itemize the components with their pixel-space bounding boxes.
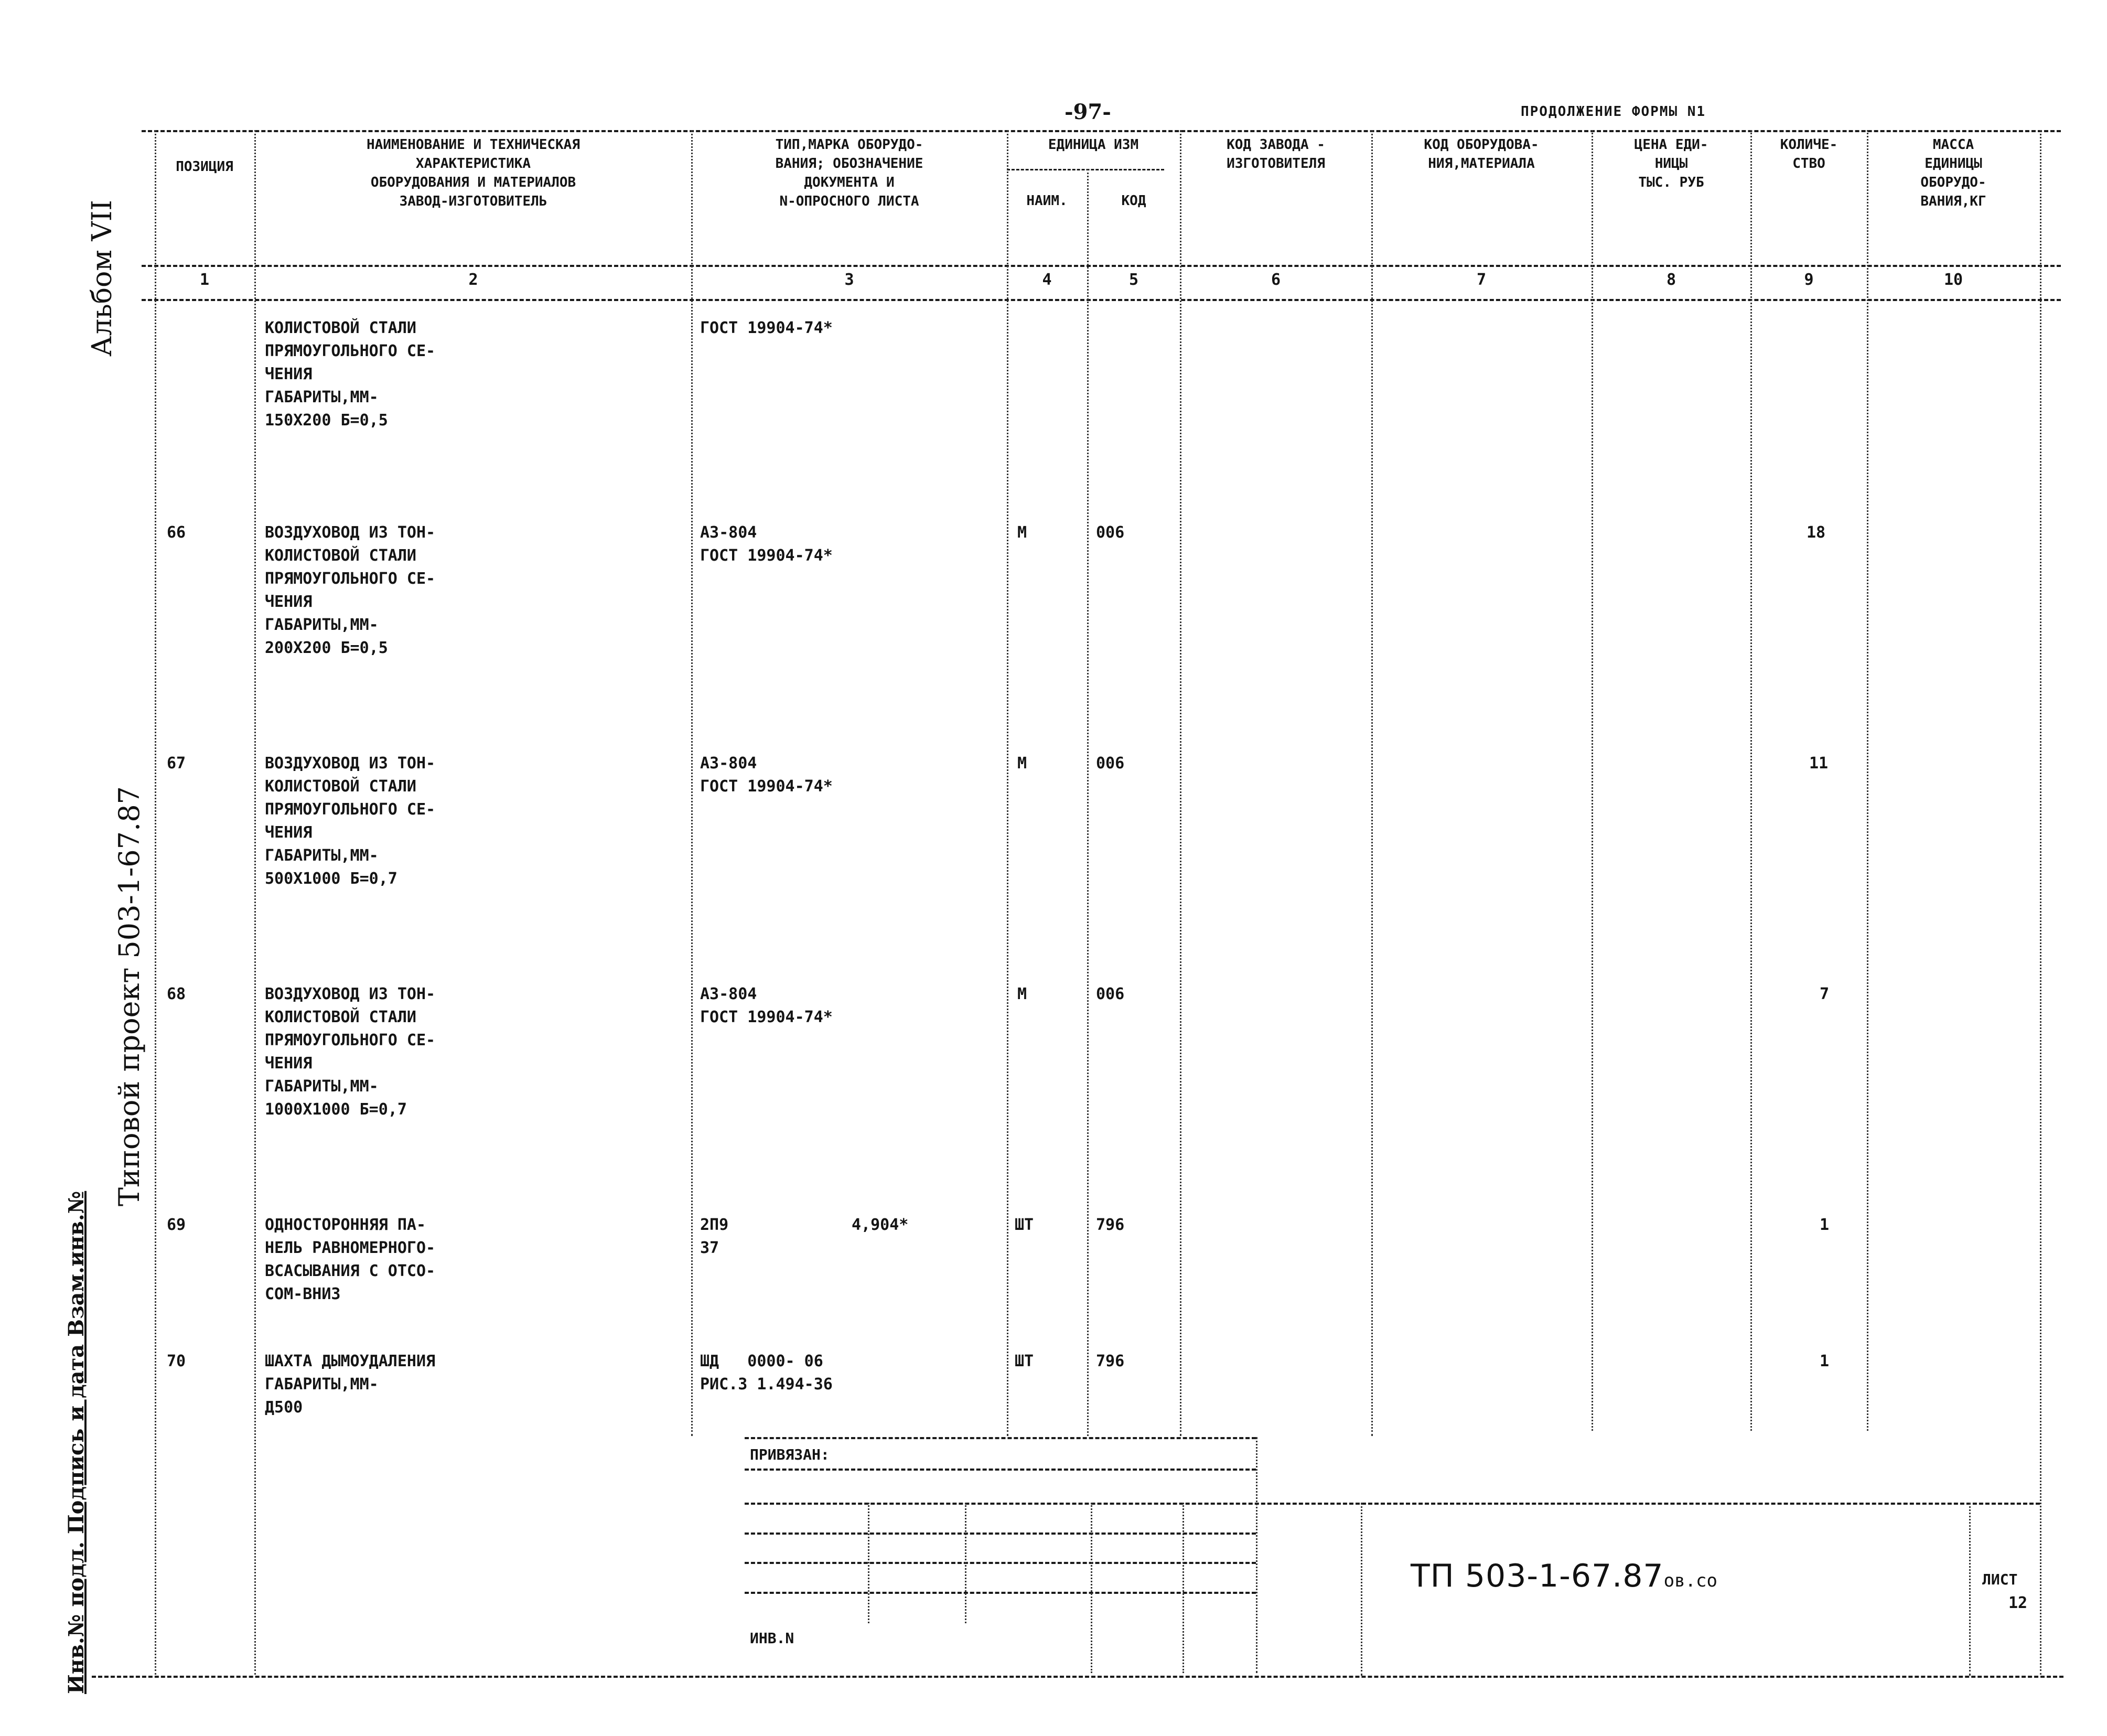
row-70-qty: 1 bbox=[1820, 1352, 1830, 1370]
row-69-unit: ШТ bbox=[1015, 1216, 1034, 1234]
col-sep-5 bbox=[1180, 130, 1181, 1436]
table-bottom-border bbox=[92, 1676, 2063, 1678]
header-col-8: ЦЕНА ЕДИ- НИЦЫ ТЫС. РУБ bbox=[1634, 137, 1708, 190]
col-sep-8 bbox=[1750, 130, 1752, 1431]
stamp-side-label: Инв.№ подл. Подпись и дата Взам.инв.№ bbox=[64, 1191, 89, 1694]
row-66-position: 66 bbox=[167, 523, 186, 542]
project-label: Типовой проект 503-1-67.87 bbox=[113, 786, 146, 1206]
col-sep-0 bbox=[155, 130, 156, 1675]
col-number-8: 8 bbox=[1666, 271, 1676, 289]
header-divider bbox=[142, 265, 2061, 267]
col-sep-10 bbox=[2040, 130, 2041, 1675]
row-0-type: ГОСТ 19904-74* bbox=[700, 319, 833, 337]
sheet-number: 12 bbox=[2008, 1594, 2028, 1612]
col-number-6: 6 bbox=[1271, 271, 1281, 289]
row-70-unit: ШТ bbox=[1015, 1352, 1034, 1370]
col-number-10: 10 bbox=[1943, 271, 1963, 289]
unit-subheader-divider bbox=[1007, 169, 1164, 170]
header-col-5: КОД bbox=[1121, 193, 1146, 209]
row-69-code: 796 bbox=[1096, 1216, 1125, 1234]
row-68-position: 68 bbox=[167, 985, 186, 1003]
row-67-type: АЗ-804 ГОСТ 19904-74* bbox=[700, 754, 833, 796]
header-col-9: КОЛИЧЕ- СТВО bbox=[1780, 137, 1838, 172]
col-number-3: 3 bbox=[844, 271, 854, 289]
col-sep-6 bbox=[1371, 130, 1373, 1436]
row-70-type: ШД 0000- 06 РИС.3 1.494-36 bbox=[700, 1352, 833, 1394]
continuation-note: ПРОДОЛЖЕНИЕ ФОРМЫ N1 bbox=[1521, 104, 1706, 120]
col-number-4: 4 bbox=[1042, 271, 1052, 289]
row-67-code: 006 bbox=[1096, 754, 1125, 773]
sheet-label: ЛИСТ bbox=[1982, 1571, 2018, 1588]
row-66-code: 006 bbox=[1096, 523, 1125, 542]
col-sep-3 bbox=[1007, 130, 1008, 1436]
row-70-position: 70 bbox=[167, 1352, 186, 1370]
col-number-9: 9 bbox=[1804, 271, 1814, 289]
row-66-unit: М bbox=[1017, 523, 1027, 542]
row-69-type: 2П9 4,904* 37 bbox=[700, 1216, 909, 1257]
row-69-qty: 1 bbox=[1820, 1216, 1830, 1234]
row-66-qty: 18 bbox=[1807, 523, 1826, 542]
column-number-divider bbox=[142, 299, 2061, 301]
table-top-border bbox=[142, 130, 2061, 132]
album-label: Альбом VII bbox=[87, 200, 118, 357]
header-col-10: МАССА ЕДИНИЦЫ ОБОРУДО- ВАНИЯ,КГ bbox=[1920, 137, 1986, 209]
header-col-4-group: ЕДИНИЦА ИЗМ bbox=[1048, 137, 1139, 153]
table-row: ВОЗДУХОВОД ИЗ ТОН- КОЛИСТОВОЙ СТАЛИ ПРЯМОУГОЛЬНОГО СЕ- ЧЕНИЯ ГАБАРИТЫ,ММ- 500Х1000 Б=0,7 bbox=[265, 754, 436, 888]
attached-label: ПРИВЯЗАН: bbox=[750, 1446, 830, 1463]
header-col-6: КОД ЗАВОДА - ИЗГОТОВИТЕЛЯ bbox=[1227, 137, 1325, 172]
document-designation: ТП 503-1-67.87ов.со bbox=[1411, 1558, 1717, 1594]
col-number-2: 2 bbox=[468, 271, 478, 289]
row-68-unit: М bbox=[1017, 985, 1027, 1003]
page-number: -97- bbox=[1065, 100, 1111, 124]
col-sep-7 bbox=[1592, 130, 1593, 1431]
col-number-5: 5 bbox=[1128, 271, 1139, 289]
col-sep-1 bbox=[254, 130, 256, 1675]
table-row: ВОЗДУХОВОД ИЗ ТОН- КОЛИСТОВОЙ СТАЛИ ПРЯМОУГОЛЬНОГО СЕ- ЧЕНИЯ ГАБАРИТЫ,ММ- 200Х200 Б=0,5 bbox=[265, 523, 436, 657]
header-col-3: ТИП,МАРКА ОБОРУДО- ВАНИЯ; ОБОЗНАЧЕНИЕ ДОКУМЕНТА И N-ОПРОСНОГО ЛИСТА bbox=[775, 137, 923, 209]
row-67-unit: М bbox=[1017, 754, 1027, 773]
row-70-code: 796 bbox=[1096, 1352, 1125, 1370]
table-row: ОДНОСТОРОННЯЯ ПА- НЕЛЬ РАВНОМЕРНОГО- ВСАСЫВАНИЯ С ОТСО- СОМ-ВНИЗ bbox=[265, 1216, 436, 1303]
col-number-1: 1 bbox=[199, 271, 210, 289]
row-67-position: 67 bbox=[167, 754, 186, 773]
col-number-7: 7 bbox=[1476, 271, 1487, 289]
table-row: ШАХТА ДЫМОУДАЛЕНИЯ ГАБАРИТЫ,ММ- Д500 bbox=[265, 1352, 436, 1417]
row-66-type: АЗ-804 ГОСТ 19904-74* bbox=[700, 523, 833, 565]
header-col-4: НАИМ. bbox=[1026, 193, 1068, 209]
row-68-code: 006 bbox=[1096, 985, 1125, 1003]
header-col-1: ПОЗИЦИЯ bbox=[176, 159, 233, 175]
row-68-type: АЗ-804 ГОСТ 19904-74* bbox=[700, 985, 833, 1026]
col-sep-4 bbox=[1087, 169, 1089, 1436]
header-col-7: КОД ОБОРУДОВА- НИЯ,МАТЕРИАЛА bbox=[1424, 137, 1539, 172]
row-69-position: 69 bbox=[167, 1216, 186, 1234]
col-sep-2 bbox=[691, 130, 693, 1436]
col-sep-9 bbox=[1867, 130, 1868, 1431]
header-col-2: НАИМЕНОВАНИЕ И ТЕХНИЧЕСКАЯ ХАРАКТЕРИСТИКА ОБОРУДОВАНИЯ И МАТЕРИАЛОВ ЗАВОД-ИЗГОТОВИТЕЛЬ bbox=[367, 137, 580, 209]
row-67-qty: 11 bbox=[1809, 754, 1829, 773]
table-row: КОЛИСТОВОЙ СТАЛИ ПРЯМОУГОЛЬНОГО СЕ- ЧЕНИЯ ГАБАРИТЫ,ММ- 150Х200 Б=0,5 bbox=[265, 319, 436, 430]
table-row: ВОЗДУХОВОД ИЗ ТОН- КОЛИСТОВОЙ СТАЛИ ПРЯМОУГОЛЬНОГО СЕ- ЧЕНИЯ ГАБАРИТЫ,ММ- 1000Х1000 Б=0,7 bbox=[265, 985, 436, 1119]
row-68-qty: 7 bbox=[1820, 985, 1830, 1003]
inv-label: ИНВ.N bbox=[750, 1630, 794, 1647]
